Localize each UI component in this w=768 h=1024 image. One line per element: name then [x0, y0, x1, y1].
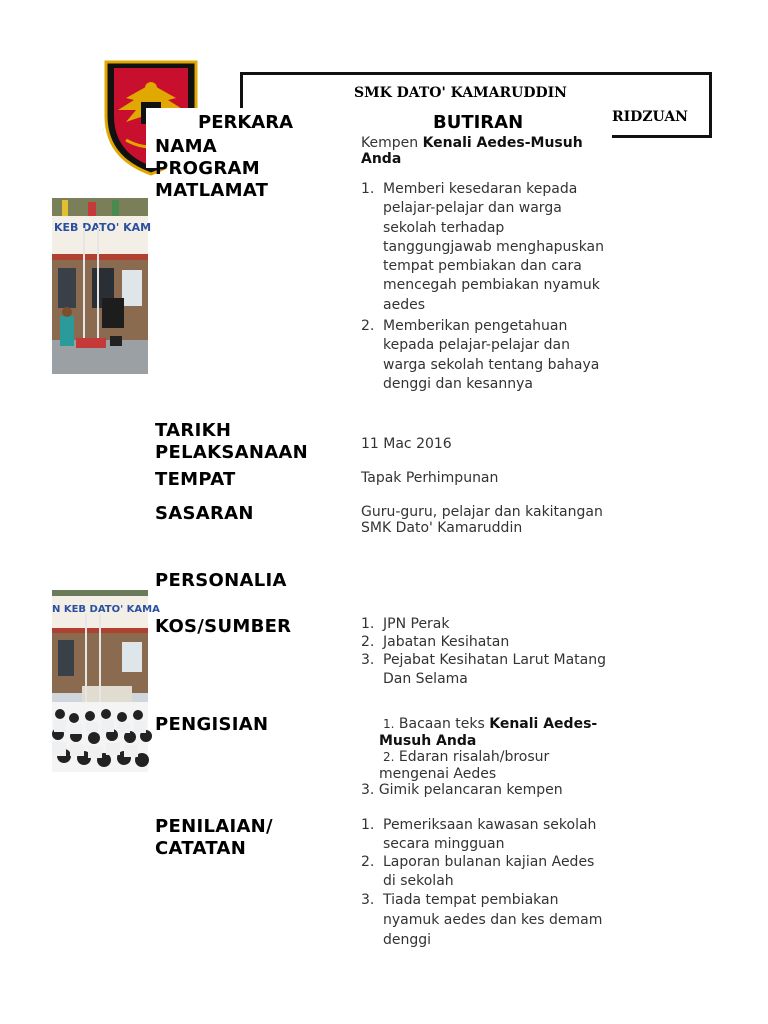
value-nama-program: Kempen Kenali Aedes-Musuh Anda	[361, 135, 583, 167]
column-heading-perkara: PERKARA	[198, 112, 294, 133]
list-item: 3. Gimik pelancaran kempen	[361, 782, 563, 798]
kos-sumber-list	[361, 615, 611, 689]
school-photo-bottom	[52, 590, 160, 772]
list-item: 2. Jabatan Kesihatan	[361, 634, 510, 650]
value-tempat: Tapak Perhimpunan	[361, 470, 499, 486]
list-item: 1. JPN Perak	[361, 616, 450, 632]
label-pengisian: PENGISIAN	[155, 714, 269, 735]
list-item: 1. Memberi kesedaran kepada pelajar-pelajar dan warga sekolah terhadap tanggungjawab menghapuskan tempat pembiakan dan cara mencegah pembiakan nyamuk aedes	[361, 181, 605, 313]
list-item: 2. Laporan bulanan kajian Aedes di sekolah	[361, 854, 595, 889]
label-tempat: TEMPAT	[155, 469, 236, 490]
list-item: 3. Tiada tempat pembiakan nyamuk aedes dan kes demam denggi	[361, 892, 603, 948]
label-matlamat: MATLAMAT	[155, 180, 269, 201]
list-item: 2. Memberikan pengetahuan kepada pelajar-pelajar dan warga sekolah tentang bahaya denggi dan kesannya	[361, 318, 600, 392]
label-nama-program: NAMA PROGRAM	[155, 136, 260, 179]
label-sasaran: SASARAN	[155, 503, 254, 524]
label-penilaian-catatan: PENILAIAN/ CATATAN	[155, 816, 273, 859]
school-photo-top	[52, 198, 152, 374]
penilaian-list	[361, 816, 611, 950]
school-name-tail: RIDZUAN	[612, 109, 688, 125]
list-item: 3. Pejabat Kesihatan Larut Matang Dan Selama	[361, 652, 606, 687]
column-heading-butiran: BUTIRAN	[433, 112, 524, 133]
matlamat-list	[361, 180, 611, 394]
school-name: SMK DATO' KAMARUDDIN	[354, 85, 567, 101]
list-item: 2. Edaran risalah/brosur	[383, 749, 550, 765]
value-tarikh: 11 Mac 2016	[361, 436, 452, 452]
label-personalia: PERSONALIA	[155, 570, 287, 591]
list-item: 1. Bacaan teks Kenali Aedes-	[383, 716, 598, 732]
svg-text:KEB DATO' KAM: KEB DATO' KAM	[54, 221, 152, 234]
list-item: 1. Pemeriksaan kawasan sekolah secara mingguan	[361, 817, 597, 852]
label-tarikh-pelaksanaan: TARIKH PELAKSANAAN	[155, 420, 309, 463]
value-sasaran: Guru-guru, pelajar dan kakitangan SMK Dato' Kamaruddin	[361, 504, 603, 536]
label-kos-sumber: KOS/SUMBER	[155, 616, 292, 637]
svg-text:N KEB DATO' KAMA: N KEB DATO' KAMA	[52, 604, 160, 615]
pengisian-list: 1. Bacaan teks Kenali Aedes- Musuh Anda 2. Edaran risalah/brosur mengenai Aedes 3. Gimik pelancaran kempen	[361, 716, 621, 799]
